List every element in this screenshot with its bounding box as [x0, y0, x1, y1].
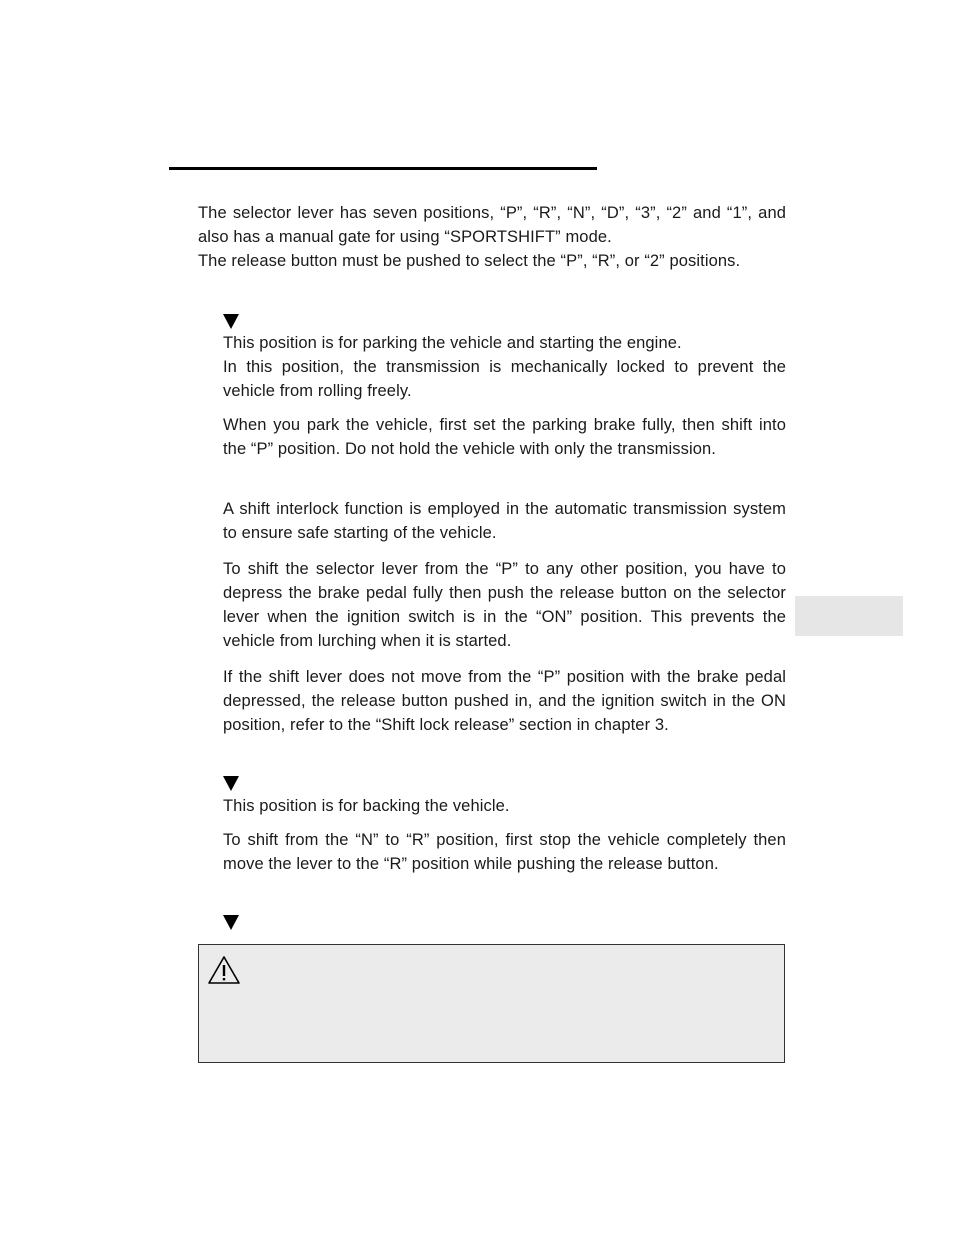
warning-box: [198, 944, 785, 1063]
park-paragraph-parking-brake: When you park the vehicle, first set the parking brake fully, then shift into the “P” position. Do not hold the vehicle with only the transmission.: [223, 416, 786, 458]
reverse-paragraph-procedure: To shift from the “N” to “R” position, first stop the vehicle completely then move the lever to the “R” position while pushing the release button.: [223, 831, 786, 873]
intro-paragraph-positions: The selector lever has seven positions, “P”, “R”, “N”, “D”, “3”, “2” and “1”, and also has a manual gate for using “SPORTSHIFT” mode.: [198, 204, 786, 246]
down-triangle-icon: [222, 774, 240, 792]
park-paragraph-interlock: A shift interlock function is employed in the automatic transmission system to ensure safe starting of the vehicle.: [223, 500, 786, 542]
section-heading-rule: [169, 167, 597, 170]
intro-paragraph-release-button: The release button must be pushed to select the “P”, “R”, or “2” positions.: [198, 252, 741, 270]
park-paragraph-shift-procedure: To shift the selector lever from the “P” to any other position, you have to depress the brake pedal fully then push the release button on the selector lever when the ignition switch is in the “ON” position. This prevents the vehicle from lurching when it is started.: [223, 560, 786, 650]
park-paragraph-purpose: This position is for parking the vehicle and starting the engine.: [223, 334, 682, 352]
chapter-side-tab: [795, 596, 903, 636]
park-paragraph-locked: In this position, the transmission is mechanically locked to prevent the vehicle from rolling freely.: [223, 358, 786, 400]
down-triangle-icon: [222, 913, 240, 931]
reverse-paragraph-purpose: This position is for backing the vehicle.: [223, 797, 510, 815]
warning-triangle-icon: [207, 955, 241, 985]
down-triangle-icon: [222, 312, 240, 330]
park-paragraph-shift-lock-release: If the shift lever does not move from the “P” position with the brake pedal depressed, the release button pushed in, and the ignition switch in the ON position, refer to the “Shift lock release” section in chapter 3.: [223, 668, 786, 734]
